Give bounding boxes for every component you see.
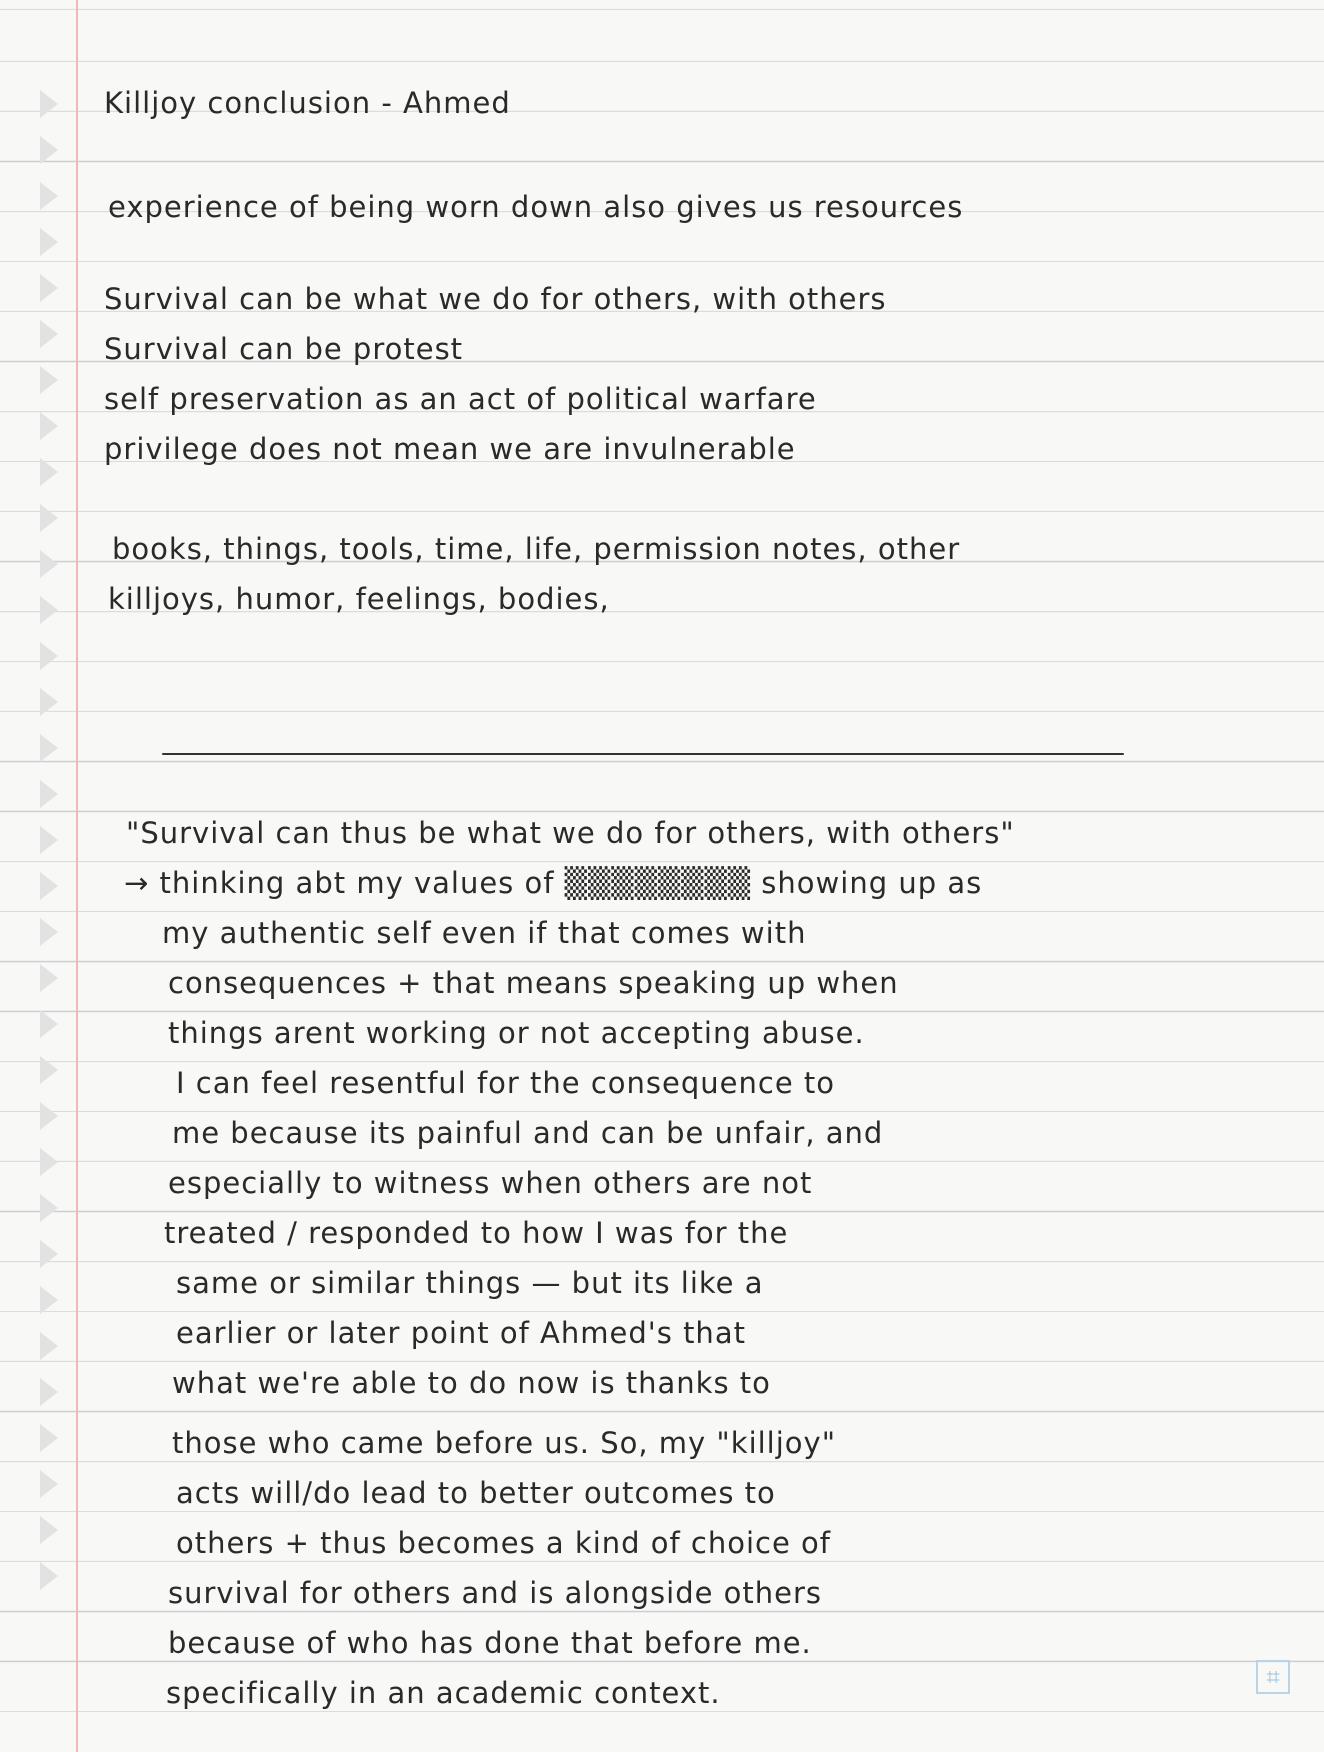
note-line: specifically in an academic context. <box>166 1676 721 1710</box>
note-line: treated / responded to how I was for the <box>164 1216 789 1250</box>
note-line: Survival can be protest <box>104 332 464 366</box>
note-line: especially to witness when others are not <box>168 1166 813 1200</box>
note-line: same or similar things — but its like a <box>176 1266 764 1300</box>
note-line: killjoys, humor, feelings, bodies, <box>108 582 610 616</box>
note-line: me because its painful and can be unfair, and <box>172 1116 884 1150</box>
note-line: books, things, tools, time, life, permission notes, other <box>112 532 961 566</box>
note-line: Survival can be what we do for others, with others <box>104 282 887 316</box>
note-line: my authentic self even if that comes with <box>162 916 807 950</box>
note-line: consequences + that means speaking up when <box>168 966 899 1000</box>
note-line: experience of being worn down also gives us resources <box>108 190 964 224</box>
note-line: I can feel resentful for the consequence to <box>176 1066 835 1100</box>
notebook-logo-icon: ⌗ <box>1256 1660 1290 1694</box>
note-line: → thinking abt my values of ▒▒▒▒▒▒▒▒ showing up as <box>124 866 983 900</box>
note-line: self preservation as an act of political warfare <box>104 382 817 416</box>
note-line: because of who has done that before me. <box>168 1626 812 1660</box>
note-line: earlier or later point of Ahmed's that <box>176 1316 746 1350</box>
note-line: acts will/do lead to better outcomes to <box>176 1476 776 1510</box>
divider-line <box>162 753 1124 755</box>
note-line: those who came before us. So, my "killjoy" <box>172 1426 837 1460</box>
note-line: things arent working or not accepting abuse. <box>168 1016 865 1050</box>
note-title: Killjoy conclusion - Ahmed <box>104 86 511 120</box>
note-line: privilege does not mean we are invulnerable <box>104 432 796 466</box>
note-line: others + thus becomes a kind of choice of <box>176 1526 832 1560</box>
quote-line: "Survival can thus be what we do for others, with others" <box>126 816 1015 850</box>
note-line: survival for others and is alongside others <box>168 1576 823 1610</box>
note-line: what we're able to do now is thanks to <box>172 1366 771 1400</box>
